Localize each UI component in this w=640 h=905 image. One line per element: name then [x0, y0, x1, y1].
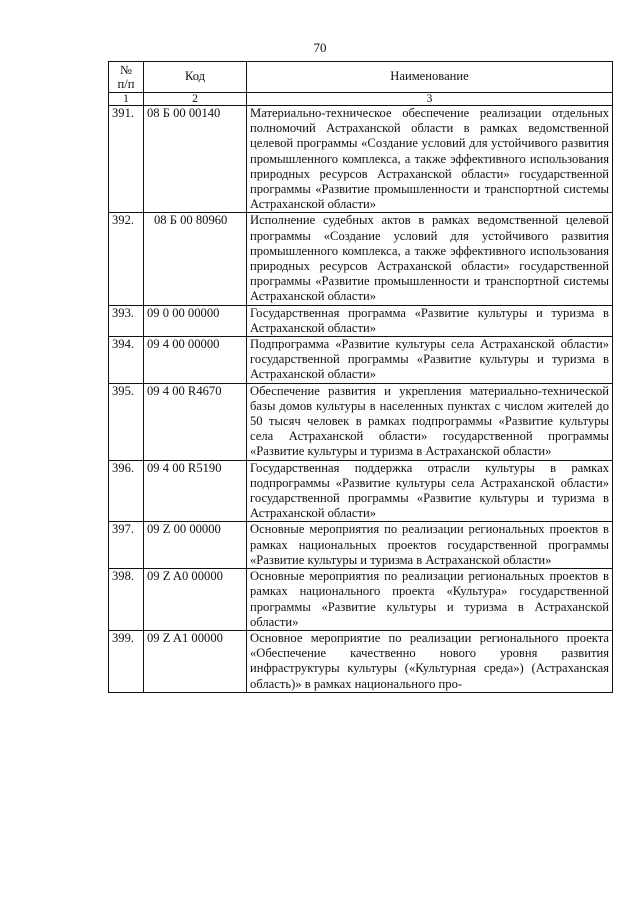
header-code: Код — [144, 62, 247, 93]
budget-code-table — [108, 61, 613, 693]
table-row — [109, 630, 613, 692]
table-header-row — [109, 62, 613, 93]
row-code: 08 Б 00 00140 — [144, 106, 247, 213]
row-name: Основное мероприятие по реализации регионального проекта «Обеспечение качественно нового уровня развития инфраструктуры культуры («Культурная среда») (Астраханская область)» в рамках национального про- — [247, 630, 613, 692]
row-name: Государственная поддержка отрасли культуры в рамках подпрограммы «Развитие культуры села Астраханской области» государственной программы «Развитие культуры и туризма в Астраханской области» — [247, 460, 613, 522]
row-number: 396. — [109, 460, 144, 522]
column-index-row — [109, 93, 613, 106]
row-number: 394. — [109, 337, 144, 384]
table-row — [109, 106, 613, 213]
row-code: 09 Z 00 00000 — [144, 522, 247, 569]
row-name: Государственная программа «Развитие культуры и туризма в Астраханской области» — [247, 305, 613, 336]
table-row — [109, 569, 613, 631]
row-code: 09 Z A1 00000 — [144, 630, 247, 692]
row-name: Основные мероприятия по реализации региональных проектов в рамках национальных проектов государственной программы «Развитие культуры и туризма в Астраханской области» — [247, 522, 613, 569]
column-index: 3 — [247, 93, 613, 106]
row-number: 399. — [109, 630, 144, 692]
row-number: 397. — [109, 522, 144, 569]
row-code: 09 4 00 R5190 — [144, 460, 247, 522]
row-code: 08 Б 00 80960 — [144, 213, 247, 305]
row-code: 09 Z A0 00000 — [144, 569, 247, 631]
table-row — [109, 213, 613, 305]
row-code: 09 4 00 R4670 — [144, 383, 247, 460]
table-row — [109, 460, 613, 522]
header-number-label: № п/п — [117, 63, 135, 91]
row-code: 09 0 00 00000 — [144, 305, 247, 336]
row-number: 391. — [109, 106, 144, 213]
header-number — [109, 62, 144, 93]
column-index: 1 — [109, 93, 144, 106]
row-number: 393. — [109, 305, 144, 336]
row-name: Материально-техническое обеспечение реализации отдельных полномочий Астраханской области в рамках ведомственной целевой программы «Создание условий для устойчивого развития промышленного комплекса, а также эффективного использования природных ресурсов Астраханской области» государственной программы «Развитие промышленности и транспортной системы Астраханской области» — [247, 106, 613, 213]
row-number: 395. — [109, 383, 144, 460]
table-row — [109, 522, 613, 569]
row-number: 392. — [109, 213, 144, 305]
column-index: 2 — [144, 93, 247, 106]
row-name: Подпрограмма «Развитие культуры села Астраханской области» государственной программы «Развитие культуры и туризма в Астраханской области» — [247, 337, 613, 384]
page-number: 70 — [313, 40, 327, 55]
row-number: 398. — [109, 569, 144, 631]
row-name: Обеспечение развития и укрепления материально-технической базы домов культуры в населенных пунктах с числом жителей до 50 тысяч человек в рамках подпрограммы «Развитие культуры села Астраханской области» государственной программы «Развитие культуры и туризма в Астраханской области» — [247, 383, 613, 460]
row-name: Основные мероприятия по реализации региональных проектов в рамках национального проекта «Культура» государственной программы «Развитие культуры и туризма в Астраханской области» — [247, 569, 613, 631]
header-name: Наименование — [247, 62, 613, 93]
table-row — [109, 305, 613, 336]
row-name: Исполнение судебных актов в рамках ведомственной целевой программы «Создание условий для устойчивого развития промышленного комплекса, а также эффективного использования природных ресурсов Астраханской области» государственной программы «Развитие промышленности и транспортной системы Астраханской области» — [247, 213, 613, 305]
table-row — [109, 337, 613, 384]
table-row — [109, 383, 613, 460]
row-code: 09 4 00 00000 — [144, 337, 247, 384]
